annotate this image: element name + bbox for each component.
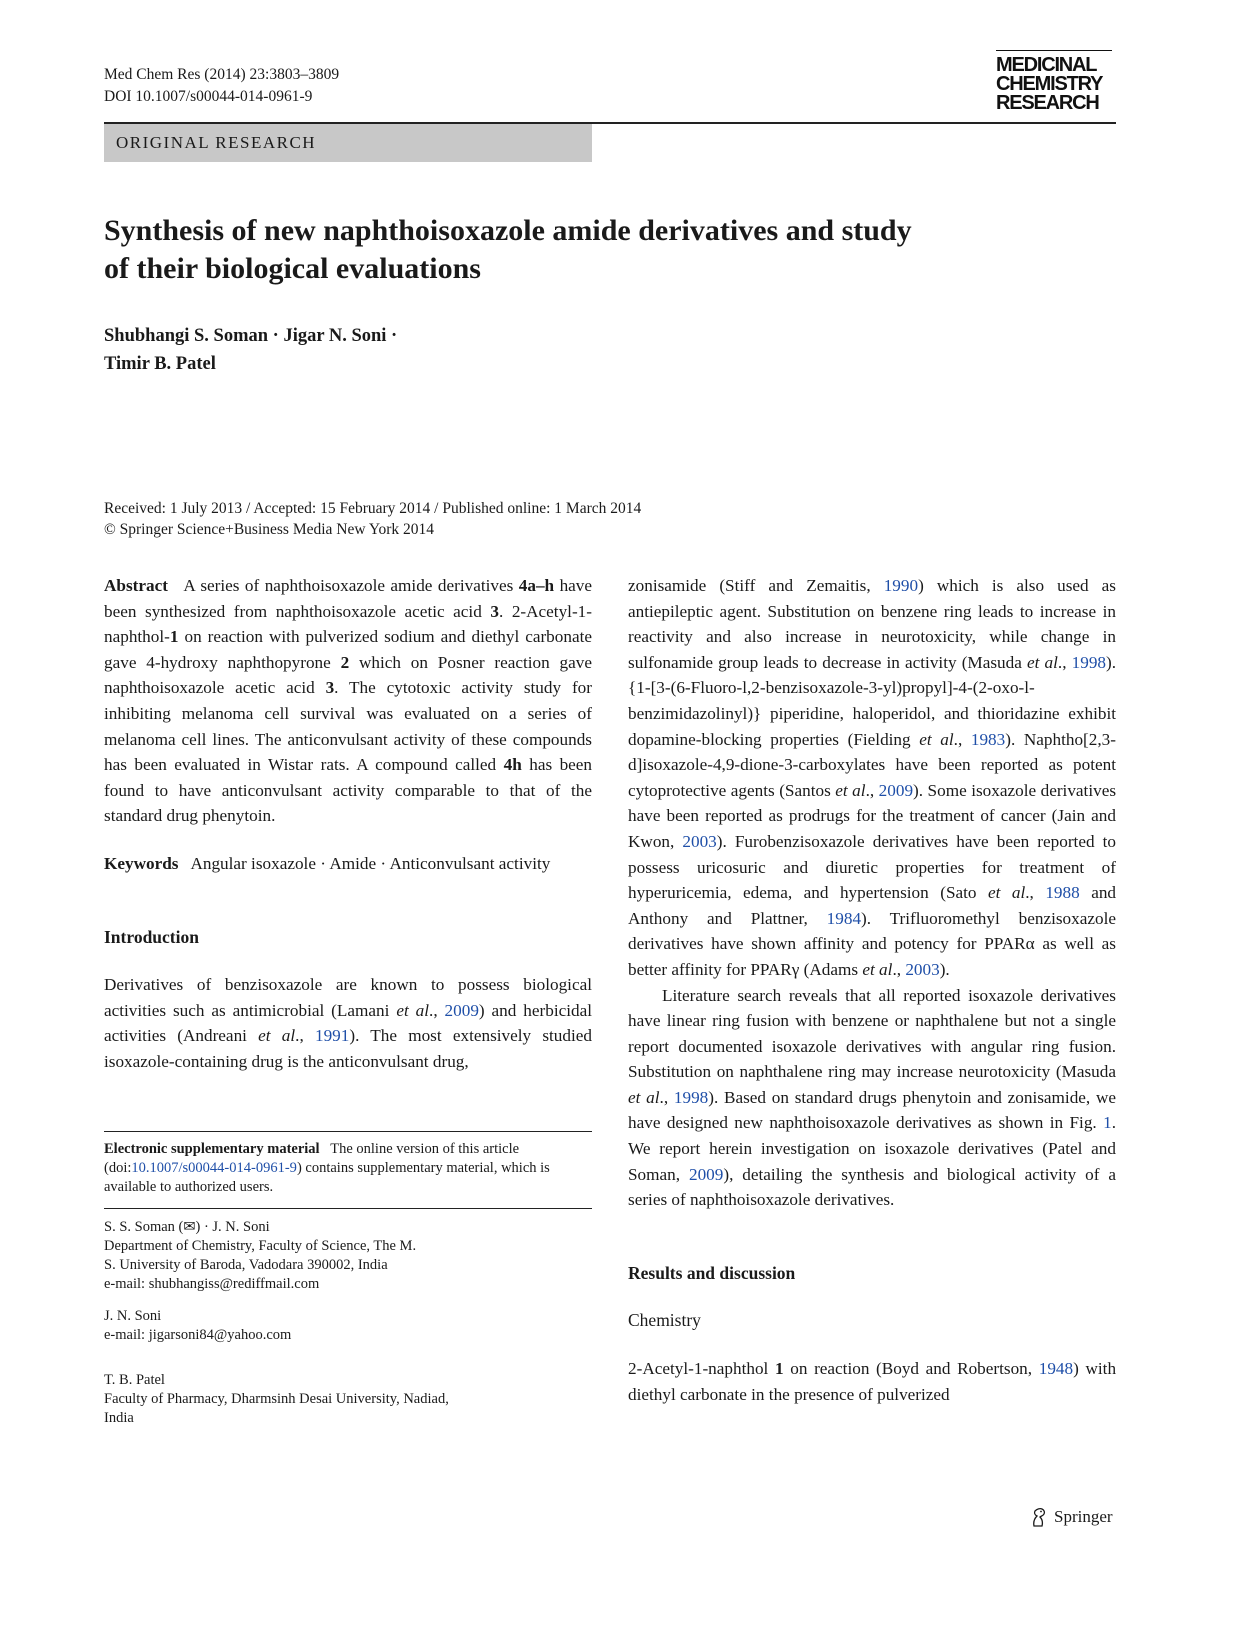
citation-link[interactable]: 2009 [688,1164,724,1184]
footnote-rule-top [104,1131,592,1132]
journal-logo [996,50,1116,113]
copyright-line: © Springer Science+Business Media New York 2014 [104,521,435,538]
body-text: ). Trifluoromethyl benzisoxazole derivatives have shown affinity and potency for PPARα as well as better affinity for PPARγ (Adams [628,908,1116,979]
et-al: et al [628,1087,660,1107]
et-al: et al [258,1026,296,1046]
affiliation-line: S. University of Baroda, Vadodara 390002, India [104,1257,388,1273]
esm-label: Electronic supplementary material [104,1141,320,1157]
body-text: on reaction (Boyd and Robertson, [790,1359,1033,1379]
springer-horse-icon [1030,1506,1048,1528]
body-text: ). Naphtho[2,3-d]isoxazole-4,9-dione-3-carboxylates have been reported as potent cytoprotective agents (Santos [628,729,1116,800]
citation-link[interactable]: 2009 [444,1000,479,1020]
citation-link[interactable]: 1983 [970,729,1006,749]
body-text: ). Some isoxazole derivatives have been reported as prodrugs for the treatment of cancer (Jain and Kwon, [628,780,1117,851]
et-al: et al [919,729,954,749]
et-al: et al [835,780,866,800]
logo-line-1: MEDICINAL [996,54,1097,76]
chemistry-heading: Chemistry [628,1310,701,1331]
body-text: ., [659,1087,669,1107]
citation-link[interactable]: 1984 [826,908,862,928]
footnote-rule-bottom [104,1208,592,1209]
logo-line-2: CHEMISTRY [996,73,1103,95]
compound-ref: 1 [774,1359,784,1379]
abstract-text: . 2-Acetyl-1-naphthol- [104,601,592,647]
compound-ref: 3 [325,678,335,698]
email-line: e-mail: shubhangiss@rediffmail.com [104,1276,320,1292]
abstract [104,573,592,829]
title-line-2: of their biological evaluations [104,252,481,285]
compound-ref: 1 [169,627,179,647]
esm-text: ) contains supplementary material, which is available to authorized users. [104,1160,550,1195]
right-paragraph-1 [628,573,1116,983]
body-text: ., [1057,652,1067,672]
body-text: ., [429,1000,438,1020]
abstract-text: A series of naphthoisoxazole amide derivatives [183,576,514,595]
body-text: ) with diethyl carbonate in the presence of pulverized [628,1359,1117,1404]
section-label: ORIGINAL RESEARCH [116,133,317,152]
right-column [628,573,1116,1407]
citation-link[interactable]: 1991 [314,1026,350,1046]
citation-link[interactable]: 1990 [883,576,919,595]
body-text: ) and herbicidal activities (Andreani [104,1000,592,1046]
citation-link[interactable]: 2003 [905,959,940,979]
affiliation-3 [104,1371,592,1428]
affiliation-line: J. N. Soni [104,1308,162,1324]
dates-line: Received: 1 July 2013 / Accepted: 15 February 2014 / Published online: 1 March 2014 [104,500,642,517]
introduction-paragraph [104,972,592,1074]
results-heading: Results and discussion [628,1262,796,1283]
article-title [104,212,1064,288]
compound-ref: 4a–h [518,576,555,595]
keywords-text: Angular isoxazole · Amide · Anticonvulsant activity [190,853,551,873]
body-text: 2-Acetyl-1-naphthol [628,1359,769,1379]
authors-line-2: Timir B. Patel [104,354,216,374]
logo-rule [996,50,1112,51]
figure-link[interactable]: 1 [1103,1113,1112,1133]
et-al: et al [396,1000,430,1020]
abstract-text: has been found to have anticonvulsant activity comparable to that of the standard drug phenytoin. [104,755,593,826]
publisher-name: Springer [1054,1507,1113,1526]
body-text: ). Furobenzisoxazole derivatives have been reported to possess uricosuric and diuretic properties for treatment of hyperuricemia, edema, and hypertension (Sato [628,831,1116,903]
affiliation-line: Department of Chemistry, Faculty of Science, The M. [104,1238,417,1254]
affiliation-1 [104,1218,592,1294]
body-text: ., [892,959,902,979]
et-al: et al [862,959,893,979]
email-line: e-mail: jigarsoni84@yahoo.com [104,1327,292,1343]
body-text: ). [939,959,950,979]
citation-link[interactable]: 1998 [673,1087,709,1107]
affiliation-2 [104,1307,592,1345]
authors [104,322,397,378]
body-text: . We report herein investigation on isoxazole derivatives (Patel and Soman, [628,1113,1117,1184]
abstract-text: . The cytotoxic activity study for inhibiting melanoma cell survival was evaluated on a series of melanoma cell lines. The anticonvulsant activity of these compounds has been evaluated in Wistar rats. A compound called [104,678,592,775]
esm-note [104,1140,592,1197]
body-text: ), detailing the synthesis and biological activity of a series of naphthoisoxazole derivatives. [628,1164,1117,1210]
body-text: ., [865,780,875,800]
abstract-text: have been synthesized from naphthoisoxazole acetic acid [104,576,593,621]
affiliation-line: S. S. Soman (✉) · J. N. Soni [104,1219,270,1235]
abstract-label: Abstract [104,576,168,595]
body-text: ). {1-[3-(6-Fluoro-l,2-benzisoxazole-3-yl)propyl]-4-(2-oxo-l-benzimidazolinyl)} piperidine, haloperidol, and thioridazine exhibit dopamine-blocking properties (Fielding [628,652,1117,749]
affiliation-line: Faculty of Pharmacy, Dharmsinh Desai University, Nadiad, [104,1391,449,1407]
doi-link[interactable]: 10.1007/s00044-014-0961-9 [131,1160,297,1176]
et-al: et al [1026,652,1058,672]
body-text: ., [295,1026,304,1046]
doi: DOI 10.1007/s00044-014-0961-9 [104,88,313,105]
body-text: ). The most extensively studied isoxazole-containing drug is the anticonvulsant drug, [104,1026,592,1071]
compound-ref: 3 [490,601,499,621]
citation-link[interactable]: 1998 [1071,652,1106,672]
title-line-1: Synthesis of new naphthoisoxazole amide derivatives and study [104,214,912,247]
publication-dates [104,498,641,540]
et-al: et al [987,883,1026,903]
abstract-text: which on Posner reaction gave naphthoisoxazole acetic acid [104,652,592,698]
body-text: Literature search reveals that all reported isoxazole derivatives have linear ring fusion with benzene or naphthalene but not a single report documented isoxazole derivatives with angular ring fusion. Substitution on naphthalene ring may increase neurotoxicity (Masuda [628,985,1116,1082]
compound-ref: 4h [503,755,522,775]
right-paragraph-2 [628,983,1116,1213]
keywords [104,851,592,877]
citation-link[interactable]: 1988 [1045,883,1080,903]
body-text: and Anthony and Plattner, [628,883,1117,928]
logo-line-3: RESEARCH [996,92,1099,114]
body-text: ., [953,729,963,749]
esm-text: The online version of this article (doi: [104,1141,520,1176]
journal-meta [104,64,339,108]
keywords-label: Keywords [104,853,179,873]
left-column [104,573,592,1075]
journal-citation: Med Chem Res (2014) 23:3803–3809 [104,66,340,83]
introduction-heading: Introduction [104,926,199,947]
affiliation-line: India [104,1410,134,1426]
body-text: ., [1025,883,1034,903]
body-text: zonisamide (Stiff and Zemaitis, [628,576,871,595]
right-paragraph-3 [628,1356,1116,1407]
body-text: ) which is also used as antiepileptic agent. Substitution on benzene ring leads to increase in reactivity and also increase in neurotoxicity, while change in sulfonamide group leads to decrease in activity (Masuda [628,576,1116,672]
body-text: Derivatives of benzisoxazole are known to possess biological activities such as antimicrobial (Lamani [104,975,592,1020]
citation-link[interactable]: 1948 [1038,1359,1074,1379]
citation-link[interactable]: 2003 [682,831,717,851]
section-banner [104,124,592,162]
affiliation-line: T. B. Patel [104,1372,165,1388]
abstract-text: on reaction with pulverized sodium and diethyl carbonate gave 4-hydroxy naphthopyrone [104,627,593,672]
citation-link[interactable]: 2009 [878,780,914,800]
compound-ref: 2 [340,652,350,672]
publisher-mark [1030,1506,1113,1528]
body-text: ). Based on standard drugs phenytoin and zonisamide, we have designed new naphthoisoxazole derivatives as shown in Fig. [628,1087,1117,1133]
authors-line-1: Shubhangi S. Soman · Jigar N. Soni · [104,326,398,346]
